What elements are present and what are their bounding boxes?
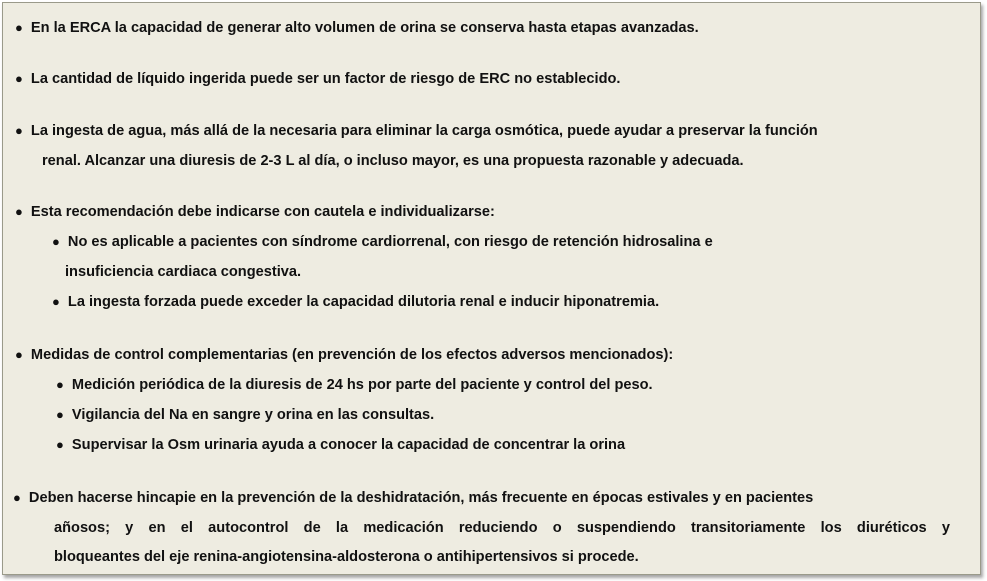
sub-bullet-item (56, 436, 625, 454)
bullet-item-3 (15, 122, 818, 140)
bullet-icon: ● (15, 204, 23, 219)
bullet-text-line-1: La ingesta de agua, más allá de la necesaria para eliminar la carga osmótica, puede ayudar a preservar la función (30, 123, 818, 139)
sub-bullet-text: Supervisar la Osm urinaria ayuda a conocer la capacidad de concentrar la orina (71, 437, 626, 453)
sub-bullet-text: Medición periódica de la diuresis de 24 hs por parte del paciente y control del peso. (71, 377, 653, 393)
bullet-icon: ● (15, 347, 23, 362)
sub-bullet-item (52, 233, 713, 251)
bullet-text-line-3: bloqueantes del eje renina-angiotensina-aldosterona o antihipertensivos si procede. (54, 549, 639, 565)
bullet-icon: ● (56, 377, 64, 392)
bullet-icon: ● (15, 123, 23, 138)
bullet-icon: ● (56, 407, 64, 422)
sub-bullet-text: La ingesta forzada puede exceder la capacidad dilutoria renal e inducir hiponatremia. (67, 294, 660, 310)
bullet-text: Medidas de control complementarias (en prevención de los efectos adversos mencionados): (30, 347, 674, 363)
bullet-icon: ● (13, 490, 21, 505)
bullet-item-6-continuation (54, 519, 950, 537)
bullet-icon: ● (52, 294, 60, 309)
bullet-text: En la ERCA la capacidad de generar alto volumen de orina se conserva hasta etapas avanzadas. (30, 20, 699, 36)
content-panel (2, 2, 981, 575)
bullet-text: Esta recomendación debe indicarse con cautela e individualizarse: (30, 204, 495, 220)
bullet-text-line-2: añosos; y en el autocontrol de la medicación reduciendo o suspendiendo transitoriamente los diuréticos y (54, 520, 950, 536)
bullet-text-line-2: renal. Alcanzar una diuresis de 2-3 L al día, o incluso mayor, es una propuesta razonable y adecuada. (42, 153, 744, 169)
bullet-item-2 (15, 70, 620, 88)
bullet-item-6 (13, 489, 813, 507)
bullet-icon: ● (15, 71, 23, 86)
bullet-item-6-continuation (54, 548, 639, 566)
bullet-item-1 (15, 19, 699, 37)
bullet-icon: ● (52, 234, 60, 249)
sub-bullet-text-line-2: insuficiencia cardiaca congestiva. (65, 264, 302, 280)
bullet-icon: ● (56, 437, 64, 452)
bullet-item-5 (15, 346, 673, 364)
sub-bullet-item (52, 293, 659, 311)
sub-bullet-text: Vigilancia del Na en sangre y orina en las consultas. (71, 407, 435, 423)
bullet-item-4 (15, 203, 495, 221)
bullet-item-3-continuation (42, 152, 744, 170)
bullet-text: La cantidad de líquido ingerida puede ser un factor de riesgo de ERC no establecido. (30, 71, 621, 87)
sub-bullet-continuation (65, 263, 301, 281)
sub-bullet-item (56, 376, 653, 394)
sub-bullet-text-line-1: No es aplicable a pacientes con síndrome cardiorrenal, con riesgo de retención hidrosalina e (67, 234, 713, 250)
sub-bullet-item (56, 406, 434, 424)
bullet-text-line-1: Deben hacerse hincapie en la prevención de la deshidratación, más frecuente en épocas estivales y en pacientes (28, 490, 814, 506)
bullet-icon: ● (15, 20, 23, 35)
